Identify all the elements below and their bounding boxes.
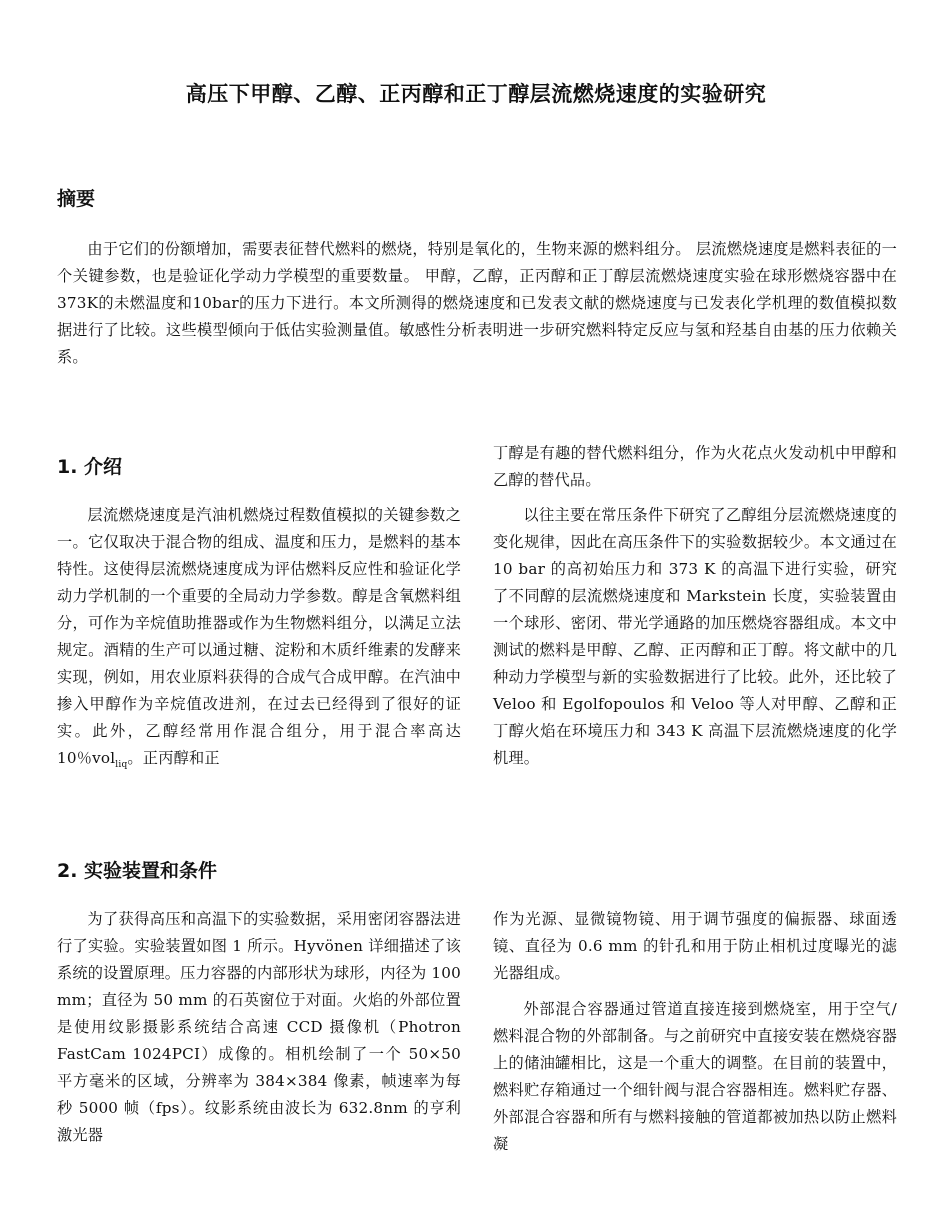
section-1-paragraph-1 — [57, 502, 461, 779]
section-2-paragraph-1: 为了获得高压和高温下的实验数据，采用密闭容器法进行了实验。实验装置如图 1 所示。Hyvönen 详细描述了该系统的设置原理。压力容器的内部形状为球形，内径为 100 mm；直径为 50 mm 的石英窗位于对面。火焰的外部位置是使用纹影摄影系统结合高速 CCD 摄像机（Photron FastCam 1024PCI）成像的。相机绘制了一个 50×50 平方毫米的区域，分辨率为 384×384 像素，帧速率为每秒 5000 帧（fps）。纹影系统由波长为 632.8nm 的亨利激光器 — [57, 910, 461, 1144]
section-1-paragraph-1-continued: 丁醇是有趣的替代燃料组分，作为火花点火发动机中甲醇和乙醇的替代品。 — [493, 444, 897, 489]
section-2-heading: 2. 实验装置和条件 — [57, 860, 218, 882]
section-1-heading: 1. 介绍 — [57, 456, 123, 478]
abstract-text: 由于它们的份额增加，需要表征替代燃料的燃烧，特别是氧化的，生物来源的燃料组分。 层流燃烧速度是燃料表征的一个关键参数，也是验证化学动力学模型的重要数量。 甲醇，乙醇，正丙醇和正丁醇层流燃烧速度实验在球形燃烧容器中在373K的未燃温度和10bar的压力下进行。本文所测得的燃烧速度和已发表文献的燃烧速度与已发表化学机理的数值模拟数据进行了比较。这些模型倾向于低估实验测量值。敏感性分析表明进一步研究燃料特定反应与氢和羟基自由基的压力依赖关系。 — [57, 240, 897, 366]
abstract-heading: 摘要 — [57, 188, 96, 210]
section-2-paragraph-1-continued: 作为光源、显微镜物镜、用于调节强度的偏振器、球面透镜、直径为 0.6 mm 的针孔和用于防止相机过度曝光的滤光器组成。 — [493, 910, 897, 982]
paper-title: 高压下甲醇、乙醇、正丙醇和正丁醇层流燃烧速度的实验研究 — [185, 82, 767, 106]
section-1-paragraph-1-main: 层流燃烧速度是汽油机燃烧过程数值模拟的关键参数之一。它仅取决于混合物的组成、温度和压力，是燃料的基本特性。这使得层流燃烧速度成为评估燃料反应性和验证化学动力学机制的一个重要的全局动力学参数。醇是含氧燃料组分，可作为辛烷值助推器或作为生物燃料组分，以满足立法规定。酒精的生产可以通过糖、淀粉和木质纤维素的发酵来实现，例如，用农业原料获得的合成气合成甲醇。在汽油中掺入甲醇作为辛烷值改进剂，在过去已经得到了很好的证实。此外，乙醇经常用作混合组分，用于混合率高达 10％vol — [57, 506, 461, 767]
section-1-paragraph-1-tail: 。正丙醇和正 — [127, 749, 220, 767]
section-1-paragraph-2: 以往主要在常压条件下研究了乙醇组分层流燃烧速度的变化规律，因此在高压条件下的实验数据较少。本文通过在 10 bar 的高初始压力和 373 K 的高温下进行实验，研究了不同醇的层流燃烧速度和 Markstein 长度，实验装置由一个球形、密闭、带光学通路的加压燃烧容器组成。本文中测试的燃料是甲醇、乙醇、正丙醇和正丁醇。将文献中的几种动力学模型与新的实验数据进行了比较。此外，还比较了 Veloo 和 Egolfopoulos 和 Veloo 等人对甲醇、乙醇和正丁醇火焰在环境压力和 343 K 高温下层流燃烧速度的化学机理。 — [493, 506, 897, 767]
section-1-paragraph-1-subscript: liq — [115, 760, 128, 771]
section-2-paragraph-2: 外部混合容器通过管道直接连接到燃烧室，用于空气/燃料混合物的外部制备。与之前研究中直接安装在燃烧容器上的储油罐相比，这是一个重大的调整。在目前的装置中，燃料贮存箱通过一个细针阀与混合容器相连。燃料贮存器、外部混合容器和所有与燃料接触的管道都被加热以防止燃料凝 — [493, 1000, 897, 1153]
